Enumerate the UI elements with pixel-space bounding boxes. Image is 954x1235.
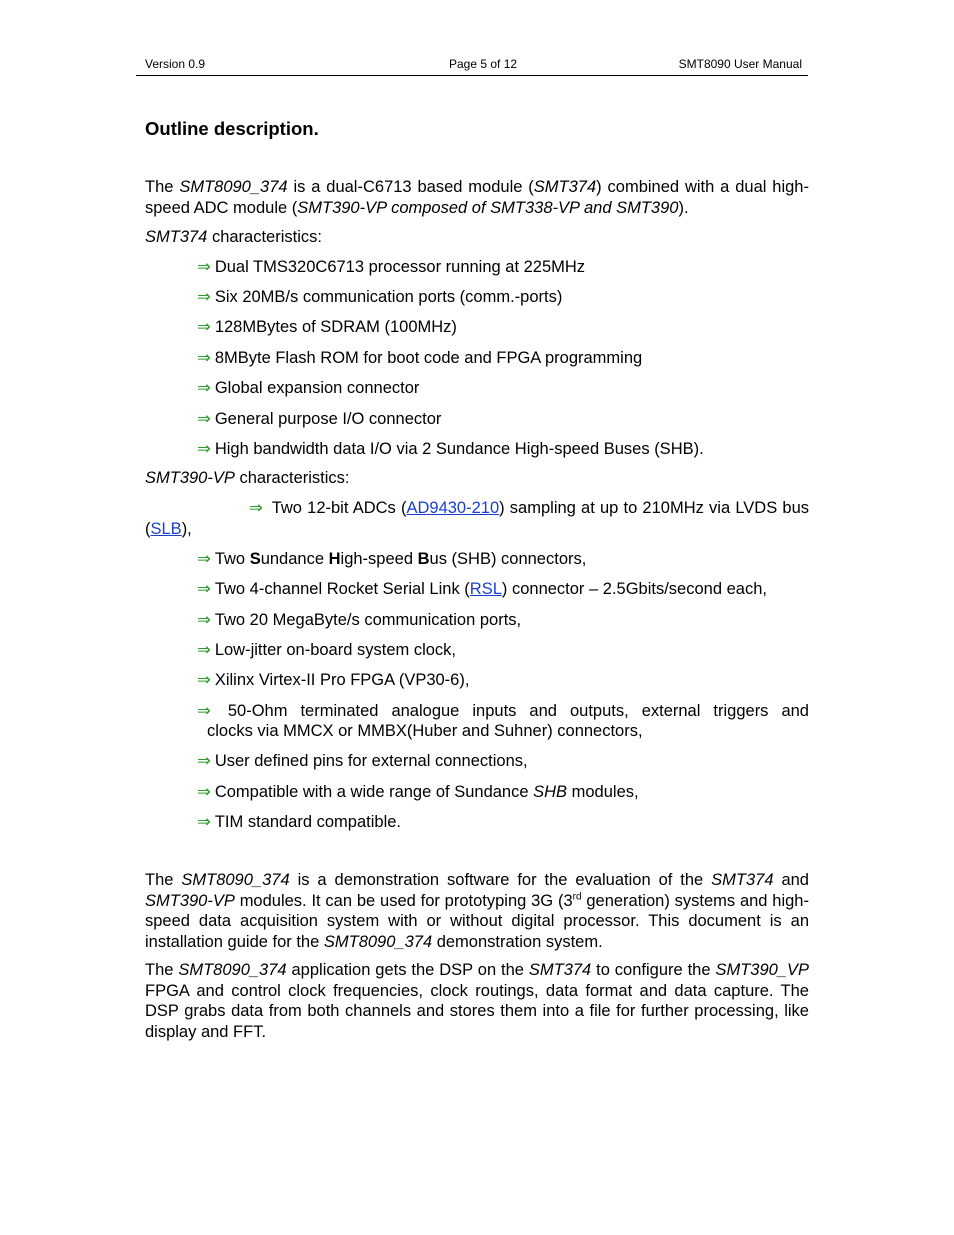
page-header <box>136 56 808 76</box>
list-item-ohm-line2: clocks via MMCX or MMBX(Huber and Suhner) connectors, <box>207 722 643 740</box>
slb-link[interactable]: SLB <box>150 519 182 538</box>
arrow-icon: ⇒ <box>197 702 211 720</box>
smt374-characteristics-label: SMT374 characteristics: <box>145 228 322 246</box>
arrow-icon: ⇒ <box>249 499 263 517</box>
application-paragraph: The SMT8090_374 application gets the DSP on the SMT374 to configure the SMT390_VP FPGA and control clock frequencies, clock routings, data format and data capture. The DSP grabs data from both channels and stores them into a file for further processing, like display and FFT. <box>145 961 809 1041</box>
list-item: ⇒ Dual TMS320C6713 processor running at 225MHz <box>197 258 586 276</box>
list-item: ⇒ Two 20 MegaByte/s communication ports, <box>197 611 522 629</box>
header-page-number: Page 5 of 12 <box>449 57 518 71</box>
list-item: ⇒ TIM standard compatible. <box>197 813 401 831</box>
header-version: Version 0.9 <box>145 57 206 71</box>
arrow-icon: ⇒ <box>197 671 211 689</box>
list-item: ⇒ Global expansion connector <box>197 379 420 397</box>
arrow-icon: ⇒ <box>197 318 211 336</box>
arrow-icon: ⇒ <box>197 550 211 568</box>
list-item-shb: ⇒ Two Sundance High-speed Bus (SHB) connectors, <box>197 550 587 568</box>
list-item-ohm-line1: ⇒ 50-Ohm terminated analogue inputs and outputs, external triggers and <box>197 702 809 720</box>
header-document-title: SMT8090 User Manual <box>678 57 802 71</box>
arrow-icon: ⇒ <box>197 752 211 770</box>
arrow-icon: ⇒ <box>197 349 211 367</box>
list-item: ⇒ Six 20MB/s communication ports (comm.-ports) <box>197 288 563 306</box>
arrow-icon: ⇒ <box>197 379 211 397</box>
arrow-icon: ⇒ <box>197 410 211 428</box>
arrow-icon: ⇒ <box>197 611 211 629</box>
list-item-rsl: ⇒ Two 4-channel Rocket Serial Link (RSL) connector – 2.5Gbits/second each, <box>197 580 767 598</box>
list-item: ⇒ Xilinx Virtex-II Pro FPGA (VP30-6), <box>197 671 470 689</box>
arrow-icon: ⇒ <box>197 783 211 801</box>
list-item: ⇒ 8MByte Flash ROM for boot code and FPGA programming <box>197 349 643 367</box>
demo-paragraph: The SMT8090_374 is a demonstration software for the evaluation of the SMT374 and SMT390-VP modules. It can be used for prototyping 3G (3rd generation) systems and high-speed data acquisition system with or without digital processor. This document is an installation guide for the SMT8090_374 demonstration system. <box>145 871 809 951</box>
list-item: ⇒ 128MBytes of SDRAM (100MHz) <box>197 318 457 336</box>
list-item: ⇒ Low-jitter on-board system clock, <box>197 641 456 659</box>
list-item: ⇒ High bandwidth data I/O via 2 Sundance High-speed Buses (SHB). <box>197 440 704 458</box>
intro-paragraph: The SMT8090_374 is a dual-C6713 based module (SMT374) combined with a dual high-speed ADC module (SMT390-VP composed of SMT338-VP and SMT390). <box>145 178 809 217</box>
arrow-icon: ⇒ <box>197 440 211 458</box>
rsl-link[interactable]: RSL <box>469 580 502 598</box>
list-item-compat: ⇒ Compatible with a wide range of Sundance SHB modules, <box>197 783 639 801</box>
arrow-icon: ⇒ <box>197 641 211 659</box>
smt390-characteristics-label: SMT390-VP characteristics: <box>145 469 350 487</box>
list-item: ⇒ User defined pins for external connections, <box>197 752 528 770</box>
arrow-icon: ⇒ <box>197 258 211 276</box>
ad9430-link[interactable]: AD9430-210 <box>406 499 500 517</box>
section-heading: Outline description. <box>145 118 319 139</box>
arrow-icon: ⇒ <box>197 580 211 598</box>
arrow-icon: ⇒ <box>197 813 211 831</box>
list-item: ⇒ General purpose I/O connector <box>197 410 442 428</box>
arrow-icon: ⇒ <box>197 288 211 306</box>
list-item-adc: ⇒ Two 12-bit ADCs (AD9430-210) sampling at up to 210MHz via LVDS bus (SLB), <box>145 499 809 538</box>
